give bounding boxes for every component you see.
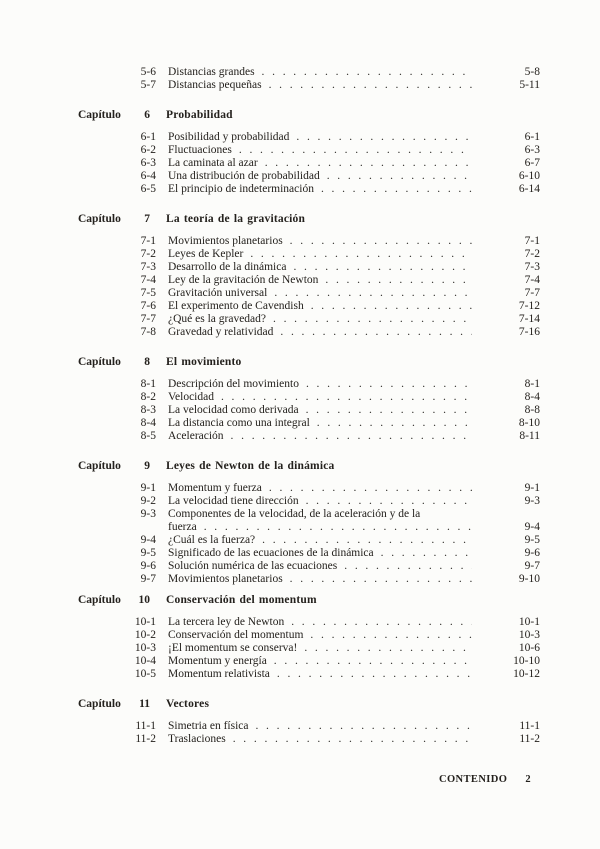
section-title: Descripción del movimiento xyxy=(168,378,299,390)
dot-leader xyxy=(283,235,472,248)
section-number: 9-5 xyxy=(140,547,156,559)
section-number: 10-3 xyxy=(134,642,156,654)
dot-leader xyxy=(267,655,472,668)
section-title: ¡El momentum se conserva! xyxy=(168,642,298,654)
section-title: Movimientos planetarios xyxy=(168,235,283,247)
toc-item-row xyxy=(78,391,540,404)
chapter-block xyxy=(78,594,540,681)
chapter-heading-row xyxy=(78,594,540,607)
dot-leader xyxy=(314,183,472,196)
chapter-number: 6 xyxy=(144,109,150,121)
toc xyxy=(78,66,540,786)
page-number: 7-1 xyxy=(524,235,540,247)
section-title: La tercera ley de Newton xyxy=(168,616,285,628)
section-number: 7-5 xyxy=(140,287,156,299)
section-title: La caminata al azar xyxy=(168,157,258,169)
page-number: 8-8 xyxy=(524,404,540,416)
chapter-number: 11 xyxy=(139,698,150,710)
section-number: 7-7 xyxy=(140,313,156,325)
chapter-block xyxy=(78,109,540,196)
chapter-number: 8 xyxy=(144,356,150,368)
section-number: 6-1 xyxy=(140,131,156,143)
section-number: 11-1 xyxy=(135,720,156,732)
section-number: 10-5 xyxy=(134,668,156,680)
section-number: 8-1 xyxy=(140,378,156,390)
section-number: 5-7 xyxy=(140,79,156,91)
toc-item-row xyxy=(78,170,540,183)
dot-leader xyxy=(270,668,472,681)
page-number: 6-3 xyxy=(524,144,540,156)
section-title: ¿Cuál es la fuerza? xyxy=(168,534,256,546)
dot-leader xyxy=(283,573,472,586)
page-number: 7-12 xyxy=(518,300,540,312)
dot-leader xyxy=(320,170,472,183)
section-title: Simetria en física xyxy=(168,720,249,732)
toc-item-row xyxy=(78,573,540,586)
toc-item-row xyxy=(78,495,540,508)
section-number: 9-1 xyxy=(140,482,156,494)
footer xyxy=(78,773,540,786)
chapter-label: Capítulo xyxy=(78,109,121,121)
toc-item-row xyxy=(78,79,540,92)
toc-item-row xyxy=(78,404,540,417)
toc-item-row xyxy=(78,300,540,313)
chapter-block xyxy=(78,698,540,746)
page-number: 9-4 xyxy=(524,521,540,533)
toc-item-row xyxy=(78,274,540,287)
section-number: 5-6 xyxy=(140,66,156,78)
section-number: 7-3 xyxy=(140,261,156,273)
section-title: fuerza xyxy=(168,521,197,533)
toc-item-row xyxy=(78,655,540,668)
section-title: Desarrollo de la dinámica xyxy=(168,261,287,273)
section-title: Fluctuaciones xyxy=(168,144,232,156)
section-number: 6-5 xyxy=(140,183,156,195)
dot-leader xyxy=(318,274,472,287)
toc-item-row xyxy=(78,629,540,642)
chapter-title: La teoría de la gravitación xyxy=(166,213,306,225)
chapter-heading-row xyxy=(78,698,540,711)
dot-leader xyxy=(262,482,472,495)
dot-leader xyxy=(299,404,472,417)
page-number: 6-7 xyxy=(524,157,540,169)
dot-leader xyxy=(248,720,472,733)
toc-item-row xyxy=(78,642,540,655)
section-number: 11-2 xyxy=(135,733,156,745)
dot-leader xyxy=(214,391,472,404)
section-title: Gravedad y relatividad xyxy=(168,326,274,338)
page-number: 5-11 xyxy=(519,79,540,91)
page-number: 9-10 xyxy=(518,573,540,585)
dot-leader xyxy=(304,300,472,313)
toc-item-row xyxy=(78,417,540,430)
section-number: 9-6 xyxy=(140,560,156,572)
page-number: 9-7 xyxy=(524,560,540,572)
section-number: 9-3 xyxy=(140,508,156,520)
toc-item-row xyxy=(78,616,540,629)
page-number: 10-1 xyxy=(518,616,540,628)
dot-leader xyxy=(197,521,472,534)
chapter-title: Leyes de Newton de la dinámica xyxy=(166,460,335,472)
section-title: Momentum y energía xyxy=(168,655,267,667)
section-number: 7-6 xyxy=(140,300,156,312)
dot-leader xyxy=(297,642,472,655)
chapter-heading-row xyxy=(78,460,540,473)
page-number: 9-1 xyxy=(524,482,540,494)
toc-item-row xyxy=(78,430,540,443)
toc-item-row xyxy=(78,287,540,300)
section-title: Momentum relativista xyxy=(168,668,270,680)
dot-leader xyxy=(267,287,472,300)
toc-item-row xyxy=(78,733,540,746)
section-title: El principio de indeterminación xyxy=(168,183,314,195)
page-number: 10-3 xyxy=(518,629,540,641)
toc-item-row xyxy=(78,378,540,391)
toc-item-row xyxy=(78,235,540,248)
chapter-heading-row xyxy=(78,109,540,122)
chapter-label: Capítulo xyxy=(78,698,121,710)
dot-leader xyxy=(337,560,472,573)
toc-item-row xyxy=(78,248,540,261)
chapter-label: Capítulo xyxy=(78,213,121,225)
toc-item-row xyxy=(78,534,540,547)
section-number: 8-2 xyxy=(140,391,156,403)
chapter-label: Capítulo xyxy=(78,460,121,472)
dot-leader xyxy=(255,66,472,79)
page-number: 9-6 xyxy=(524,547,540,559)
dot-leader xyxy=(299,378,472,391)
section-number: 7-1 xyxy=(140,235,156,247)
page-number: 7-3 xyxy=(524,261,540,273)
section-title: Traslaciones xyxy=(168,733,226,745)
toc-item-row xyxy=(78,131,540,144)
toc-item-row xyxy=(78,720,540,733)
toc-item-row xyxy=(78,157,540,170)
section-title: La velocidad como derivada xyxy=(168,404,299,416)
section-number: 10-2 xyxy=(134,629,156,641)
chapter-label: Capítulo xyxy=(78,594,121,606)
section-number: 10-4 xyxy=(134,655,156,667)
dot-leader xyxy=(226,733,472,746)
dot-leader xyxy=(262,79,472,92)
section-number: 6-4 xyxy=(140,170,156,182)
page-number: 9-5 xyxy=(524,534,540,546)
chapter-block xyxy=(78,356,540,443)
section-title: Leyes de Kepler xyxy=(168,248,244,260)
section-title: La distancia como una integral xyxy=(168,417,310,429)
toc-item-row xyxy=(78,482,540,495)
section-title: Gravitación universal xyxy=(168,287,268,299)
section-title: Distancias pequeñas xyxy=(168,79,262,91)
dot-leader xyxy=(266,313,472,326)
toc-item-row xyxy=(78,560,540,573)
dot-leader xyxy=(286,261,472,274)
toc-item-row xyxy=(78,183,540,196)
section-number: 6-3 xyxy=(140,157,156,169)
toc-item-row xyxy=(78,261,540,274)
section-number: 9-7 xyxy=(140,573,156,585)
page-number: 9-3 xyxy=(524,495,540,507)
chapter-title: Conservación del momentum xyxy=(166,594,317,606)
section-number: 7-4 xyxy=(140,274,156,286)
page-number: 7-14 xyxy=(518,313,540,325)
toc-item-row-continuation xyxy=(78,521,540,534)
dot-leader xyxy=(258,157,472,170)
chapter-heading-row xyxy=(78,356,540,369)
page-number: 7-16 xyxy=(518,326,540,338)
section-number: 9-2 xyxy=(140,495,156,507)
section-number: 7-8 xyxy=(140,326,156,338)
dot-leader xyxy=(289,131,472,144)
dot-leader xyxy=(243,248,472,261)
section-number: 8-3 xyxy=(140,404,156,416)
dot-leader xyxy=(232,144,472,157)
section-title: Solución numérica de las ecuaciones xyxy=(168,560,338,572)
page-number: 8-10 xyxy=(518,417,540,429)
section-title: Componentes de la velocidad, de la aceleración y de la xyxy=(168,508,421,520)
page-number: 11-1 xyxy=(519,720,540,732)
page-number: 6-1 xyxy=(524,131,540,143)
page-number: 10-10 xyxy=(513,655,540,667)
page-number: 8-4 xyxy=(524,391,540,403)
toc-item-row xyxy=(78,508,540,521)
section-title: Momentum y fuerza xyxy=(168,482,262,494)
dot-leader xyxy=(273,326,472,339)
chapter-title: El movimiento xyxy=(166,356,242,368)
page-number: 5-8 xyxy=(524,66,540,78)
section-title: Distancias grandes xyxy=(168,66,255,78)
section-title: Posibilidad y probabilidad xyxy=(168,131,290,143)
section-title: El experimento de Cavendish xyxy=(168,300,304,312)
chapter-block xyxy=(78,213,540,339)
section-title: Ley de la gravitación de Newton xyxy=(168,274,319,286)
page-number: 6-14 xyxy=(518,183,540,195)
dot-leader xyxy=(284,616,472,629)
dot-leader xyxy=(374,547,472,560)
section-title: Movimientos planetarios xyxy=(168,573,283,585)
page-number: 7-7 xyxy=(524,287,540,299)
page-number: 10-12 xyxy=(513,668,540,680)
chapter-label: Capítulo xyxy=(78,356,121,368)
footer-label: CONTENIDO xyxy=(438,774,508,785)
dot-leader xyxy=(224,430,472,443)
section-number: 9-4 xyxy=(140,534,156,546)
section-title: Una distribución de probabilidad xyxy=(168,170,320,182)
section-number: 8-5 xyxy=(140,430,156,442)
page-number: 10-6 xyxy=(518,642,540,654)
section-number: 6-2 xyxy=(140,144,156,156)
page-number: 8-11 xyxy=(519,430,540,442)
dot-leader xyxy=(299,495,472,508)
section-number: 8-4 xyxy=(140,417,156,429)
chapter-title: Vectores xyxy=(166,698,210,710)
toc-item-row xyxy=(78,144,540,157)
section-title: Significado de las ecuaciones de la dinámica xyxy=(168,547,374,559)
page-number: 7-2 xyxy=(524,248,540,260)
chapter-number: 7 xyxy=(144,213,150,225)
page-number: 7-4 xyxy=(524,274,540,286)
section-title: Velocidad xyxy=(168,391,214,403)
toc-item-row xyxy=(78,313,540,326)
toc-item-row xyxy=(78,668,540,681)
page-number: 11-2 xyxy=(519,733,540,745)
dot-leader xyxy=(310,417,472,430)
section-title: La velocidad tiene dirección xyxy=(168,495,299,507)
page-number: 8-1 xyxy=(524,378,540,390)
toc-item-row xyxy=(78,66,540,79)
section-number: 7-2 xyxy=(140,248,156,260)
dot-leader xyxy=(303,629,472,642)
section-title: Aceleración xyxy=(168,430,224,442)
chapter-number: 9 xyxy=(144,460,150,472)
section-title: Conservación del momentum xyxy=(168,629,304,641)
chapter-number: 10 xyxy=(138,594,150,606)
chapter-heading-row xyxy=(78,213,540,226)
chapter-title: Probabilidad xyxy=(166,109,233,121)
toc-item-row xyxy=(78,326,540,339)
toc-item-row xyxy=(78,547,540,560)
page-number: 6-10 xyxy=(518,170,540,182)
dot-leader xyxy=(255,534,472,547)
section-number: 10-1 xyxy=(134,616,156,628)
chapter-block xyxy=(78,460,540,586)
footer-page-number: 2 xyxy=(525,774,531,785)
section-title: ¿Qué es la gravedad? xyxy=(168,313,267,325)
